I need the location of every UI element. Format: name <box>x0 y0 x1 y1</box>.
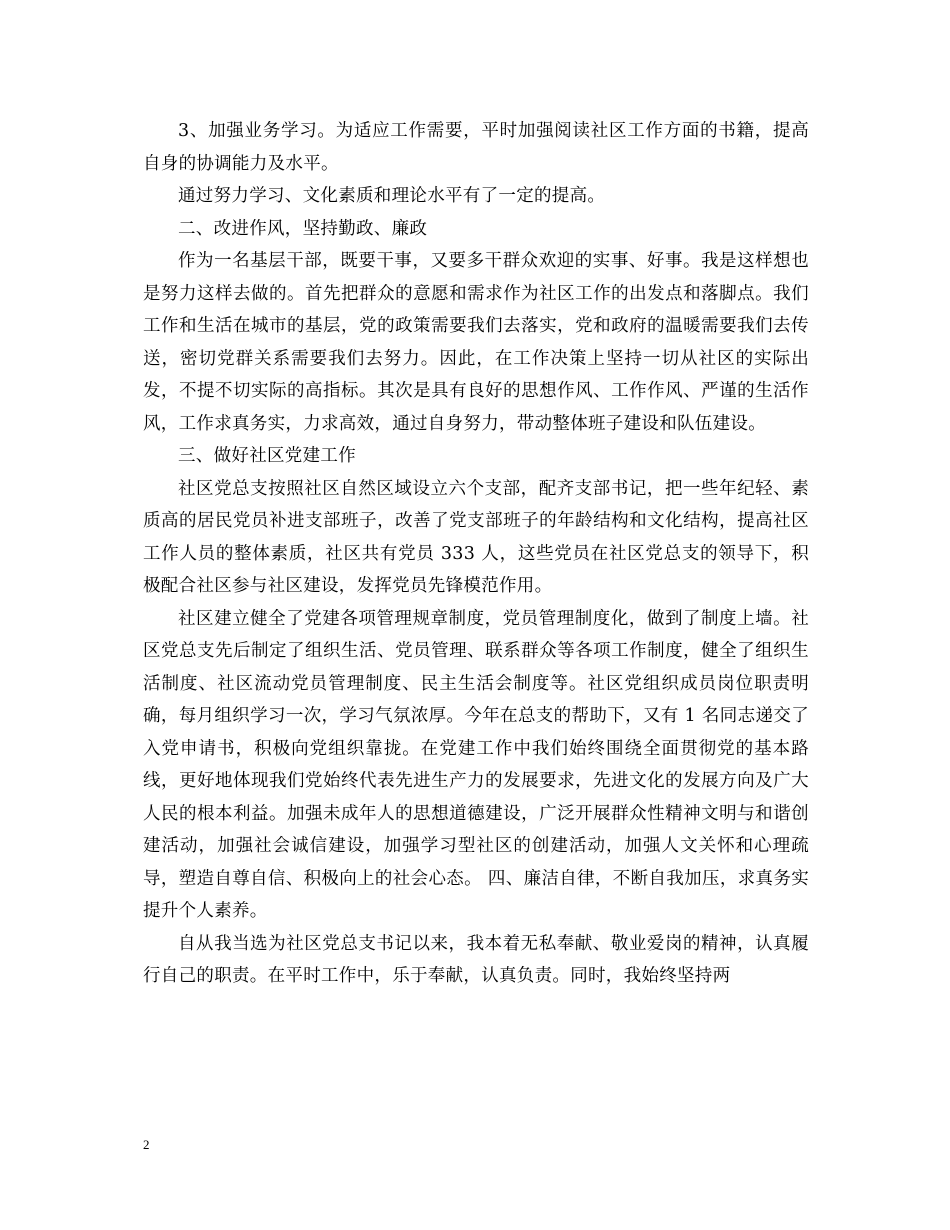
section-heading-work-style: 二、改进作风，坚持勤政、廉政 <box>178 218 428 239</box>
paragraph-study-result: 通过努力学习、文化素质和理论水平有了一定的提高。 <box>178 186 606 206</box>
paragraph-party-rules: 社区建立健全了党建各项管理规章制度，党员管理制度化，做到了制度上墙。社区党总支先后制定了组织生活、党员管理、联系群众等各项工作制度，健全了组织生活制度、社区流动党员管理制度、民主生活会制度等。社区党组织成员岗位职责明确，每月组织学习一次，学习气氛浓厚。今年在总支的帮助下，又有 1 名同志递交了入党申请书，积极向党组织靠拢。在党建工作中我们始终围绕全面贯彻党的基本路线，更好地体现我们党始终代表先进生产力的发展要求，先进文化的发展方向及广大人民的根本利益。加强未成年人的思想道德建设，广泛开展群众性精神文明与和谐创建活动，加强社会诚信建设，加强学习型社区的创建活动，加强人文关怀和心理疏导，塑造自尊自信、积极向上的社会心态。 四、廉洁自律，不断自我加压，求真务实提升个人素养。 <box>143 608 809 921</box>
paragraph-self-discipline: 自从我当选为社区党总支书记以来，我本着无私奉献、敬业爱岗的精神，认真履行自己的职责。在平时工作中，乐于奉献，认真负责。同时，我始终坚持两 <box>143 933 809 986</box>
document-body <box>143 115 809 993</box>
paragraph-work-style: 作为一名基层干部，既要干事，又要多干群众欢迎的实事、好事。我是这样想也是努力这样去做的。首先把群众的意愿和需求作为社区工作的出发点和落脚点。我们工作和生活在城市的基层，党的政策需要我们去落实，党和政府的温暖需要我们去传送，密切党群关系需要我们去努力。因此，在工作决策上坚持一切从社区的实际出发，不提不切实际的高指标。其次是具有良好的思想作风、工作作风、严谨的生活作风，工作求真务实，力求高效，通过自身努力，带动整体班子建设和队伍建设。 <box>143 251 809 434</box>
section-heading-party-building: 三、做好社区党建工作 <box>178 446 356 466</box>
paragraph-party-branches: 社区党总支按照社区自然区域设立六个支部，配齐支部书记，把一些年纪轻、素质高的居民党员补进支部班子，改善了党支部班子的年龄结构和文化结构，提高社区工作人员的整体素质，社区共有党员 333 人，这些党员在社区党总支的领导下，积极配合社区参与社区建设，发挥党员先锋模范作用。 <box>143 478 809 596</box>
paragraph-study: 3、加强业务学习。为适应工作需要，平时加强阅读社区工作方面的书籍，提高自身的协调能力及水平。 <box>143 121 809 174</box>
page-number: 2 <box>143 1137 150 1152</box>
